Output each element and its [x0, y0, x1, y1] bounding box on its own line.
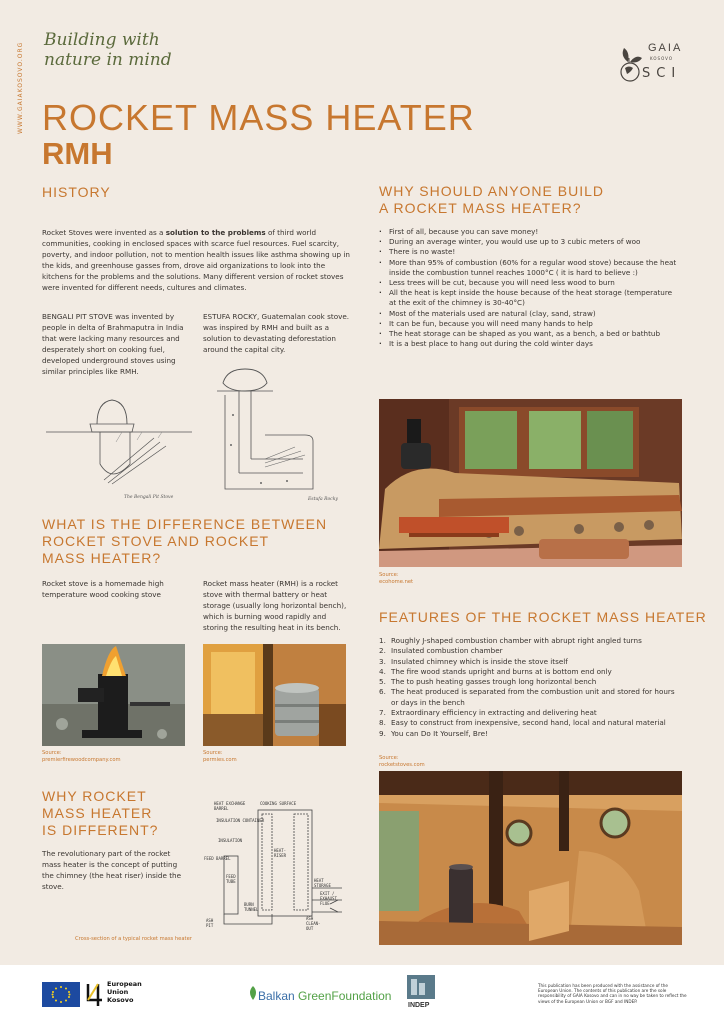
- list-item: · First of all, because you can save money!: [379, 227, 679, 237]
- history-intro-rest: of third world communities, cooking in enclosed spaces with scarce fuel resources. Fuel scarcity, poverty, and indoor pollution, not to mention health issues like asthma showing up in the kids, and greenhouse gasses from, drove aid organizations to look into the kitchens for the problems and the solutions. Many different version of rocket stoves were invented for different needs, cultures and climates.: [42, 228, 350, 292]
- why-different-heading-line-1: WHY ROCKET: [42, 788, 147, 804]
- indep-label: INDEP: [408, 1002, 430, 1009]
- list-text: The to push heating gasses trough long horizontal bench: [391, 677, 597, 687]
- eu-label-line-2: Union: [107, 988, 129, 996]
- label-insulation-container: INSULATION CONTAINER: [216, 818, 265, 823]
- indep-logo-icon: [407, 975, 435, 1010]
- list-item: · More than 95% of combustion (60% for a regular wood stove) because the heat inside the combustion tunnel reaches 1000°C ( it is hard to believe :): [379, 258, 679, 278]
- why-build-heading: [379, 183, 604, 217]
- difference-heading: [42, 516, 327, 567]
- list-item: · All the heat is kept inside the house because of the heat storage (temperature at the exit of the chimney is 30-40°C): [379, 288, 679, 308]
- list-number: 4.: [379, 666, 386, 676]
- label-ash-clean-3: OUT: [306, 926, 314, 931]
- why-build-heading-line-2: A ROCKET MASS HEATER?: [379, 200, 582, 216]
- label-heat-storage-2: STORAGE: [314, 883, 331, 888]
- label-ash-clean-2: CLEAN-: [306, 921, 321, 926]
- list-number: 8.: [379, 718, 386, 728]
- logo-subname: KOSOVO: [650, 56, 673, 61]
- kosovo-logo-icon: [84, 980, 106, 1008]
- bgf-word-3: Foundation: [331, 989, 392, 1003]
- label-exit-2: EXHAUST: [320, 896, 337, 901]
- list-item: [379, 708, 684, 718]
- list-item: · Less trees will be cut, because you will need less wood to burn: [379, 278, 679, 288]
- features-list: [379, 636, 684, 739]
- list-item: [379, 729, 684, 739]
- photo1-source: [42, 750, 121, 763]
- label-barrel: BARREL: [214, 806, 229, 811]
- photo3-source: [379, 572, 413, 585]
- bgf-word-1: Balkan: [258, 989, 295, 1003]
- estufa-stove-sketch: [205, 355, 355, 505]
- label-ash-pit-1: ASH: [206, 918, 214, 923]
- list-text: Insulated combustion chamber: [391, 646, 503, 656]
- history-intro-text: Rocket Stoves were invented as a: [42, 228, 166, 237]
- label-feed-tube-1: FEED: [226, 874, 236, 879]
- features-heading: FEATURES OF THE ROCKET MASS HEATER: [379, 609, 707, 625]
- label-ash-clean-1: ASH: [306, 916, 314, 921]
- label-heat-riser-2: RISER: [274, 853, 287, 858]
- page-title: ROCKET MASS HEATER: [42, 97, 475, 138]
- source-value: permies.com: [203, 756, 237, 763]
- list-item: · Most of the materials used are natural (clay, sand, straw): [379, 309, 679, 319]
- rmh-cross-section-diagram: [202, 796, 352, 936]
- source-value: premierfirewoodcompany.com: [42, 756, 121, 763]
- list-item: [379, 646, 684, 656]
- photo4-source: [379, 755, 425, 768]
- list-item: · The heat storage can be shaped as you want, as a bench, a bed or bathtub: [379, 329, 679, 339]
- history-intro-bold: solution to the problems: [165, 228, 266, 237]
- page-subtitle: RMH: [42, 136, 113, 171]
- difference-heading-line-1: WHAT IS THE DIFFERENCE BETWEEN: [42, 516, 328, 532]
- list-text: Insulated chimney which is inside the stove itself: [391, 656, 568, 666]
- label-cooking-surface: COOKING SURFACE: [260, 801, 297, 806]
- source-label: Source:: [379, 755, 399, 761]
- list-text: The fire wood stands upright and burns at is bottom end only: [391, 666, 612, 676]
- list-number: 1.: [379, 636, 386, 645]
- list-item: [379, 687, 684, 708]
- rmh-bench-photo: [379, 399, 682, 567]
- list-text: Extraordinary efficiency in extracting and delivering heat: [391, 708, 597, 718]
- list-text: Roughly J-shaped combustion chamber with abrupt right angled turns: [391, 636, 642, 645]
- eu-label-line-3: Kosovo: [107, 996, 134, 1004]
- rocket-stove-definition: Rocket stove is a homemade high temperature wood cooking stove: [42, 579, 164, 599]
- tagline-line-2: nature in mind: [44, 50, 172, 70]
- sketch2-label: Estufa Rocky: [308, 497, 338, 502]
- label-exit-3: FLUE: [320, 901, 330, 906]
- difference-heading-line-2: ROCKET STOVE AND ROCKET: [42, 533, 270, 549]
- label-feed-tube-2: TUBE: [226, 879, 236, 884]
- list-text: Easy to construct from inexpensive, second hand, local and natural material: [391, 718, 666, 728]
- list-number: 5.: [379, 677, 386, 687]
- list-number: 2.: [379, 646, 386, 656]
- bgf-word-2: Green: [298, 989, 332, 1003]
- why-different-heading-line-3: IS DIFFERENT?: [42, 822, 159, 838]
- label-insulation: INSULATION: [218, 838, 243, 843]
- list-item: [379, 657, 684, 667]
- rocket-mass-heater-definition: Rocket mass heater (RMH) is a rocket stove with thermal battery or heat storage (usually long horizontal bench), which is burning wood rapidly and storing the resulting heat in its bench.: [203, 579, 347, 632]
- logo-name: GAIA: [648, 42, 683, 54]
- rocket-stove-photo: [42, 644, 185, 746]
- sketch1-label: The Bengali Pit Stove: [124, 495, 174, 500]
- list-item: [379, 718, 684, 728]
- list-item: · It is a best place to hang out during the cold winter days: [379, 339, 679, 349]
- source-label: Source:: [379, 572, 399, 578]
- source-value: rocketstoves.com: [379, 761, 425, 768]
- diagram-caption: Cross-section of a typical rocket mass heater: [75, 936, 192, 942]
- list-item: [379, 636, 684, 646]
- history-heading: HISTORY: [42, 184, 111, 200]
- list-number: 6.: [379, 687, 386, 697]
- why-different-heading-line-2: MASS HEATER: [42, 805, 153, 821]
- eu-label-line-1: European: [107, 980, 142, 988]
- source-label: Source:: [42, 750, 62, 756]
- why-build-heading-line-1: WHY SHOULD ANYONE BUILD: [379, 183, 605, 199]
- label-heat-riser-1: HEAT-: [274, 848, 287, 853]
- eu-disclaimer: This publication has been produced with the assistance of the European Union. The contents of this publication are the sole responsibility of GAIA Kosovo and can in no way be taken to reflect the views of the European Union or BGF and INDEP.: [538, 983, 687, 1004]
- cob-interior-photo: [379, 771, 682, 945]
- bengali-stove-sketch: [42, 388, 197, 500]
- rmh-barrel-photo: [203, 644, 346, 746]
- why-different-heading: [42, 788, 158, 839]
- list-item: [379, 667, 684, 677]
- list-number: 7.: [379, 708, 386, 718]
- list-number: 3.: [379, 656, 386, 666]
- label-heat-exchange: HEAT EXCHANGE: [214, 801, 246, 806]
- history-intro: [42, 227, 354, 293]
- label-burn-tunnel-1: BURN: [244, 902, 254, 907]
- list-number: 9.: [379, 728, 386, 738]
- bgf-leaf-icon: [248, 985, 258, 1001]
- eu-flag-icon: [42, 982, 80, 1007]
- label-exit-1: EXIT /: [320, 891, 335, 896]
- source-value: ecohome.net: [379, 578, 414, 585]
- list-item: · There is no waste!: [379, 247, 679, 257]
- label-feed-barrel: FEED BARREL: [204, 856, 231, 861]
- tagline-line-1: Building with: [44, 30, 160, 50]
- list-item: · During an average winter, you would use up to 3 cubic meters of woo: [379, 237, 679, 247]
- logo-sci: SCI: [642, 66, 682, 81]
- bgf-logo: [258, 989, 391, 1003]
- list-text: You can Do It Yourself, Bre!: [391, 728, 488, 738]
- website-url: WWW.GAIAKOSOVO.ORG: [17, 41, 24, 134]
- list-text: The heat produced is separated from the combustion unit and stored for hours or days in the bench: [391, 687, 675, 707]
- label-heat-storage-1: HEAT: [314, 878, 324, 883]
- label-ash-pit-2: PIT: [206, 923, 214, 928]
- eu-kosovo-label: [107, 980, 167, 1004]
- why-different-text: The revolutionary part of the rocket mass heater is the concept of putting the chimney (the heat riser) inside the stove.: [42, 849, 181, 891]
- list-item: [379, 677, 684, 687]
- label-burn-tunnel-2: TUNNEL: [244, 907, 259, 912]
- tagline: [44, 30, 194, 70]
- difference-heading-line-3: MASS HEATER?: [42, 550, 162, 566]
- why-build-list: [379, 227, 679, 349]
- photo2-source: [203, 750, 237, 763]
- estufa-text: ESTUFA ROCKY, Guatemalan cook stove. was inspired by RMH and built as a solution to devastating deforestation around the capital city.: [203, 312, 350, 354]
- source-label: Source:: [203, 750, 223, 756]
- bengali-text: BENGALI PIT STOVE was invented by people in delta of Brahmaputra in India that were lacking many resources and desperately short on cooking fuel, developed underground stoves using similar principles like RMH.: [42, 312, 184, 376]
- list-item: · It can be fun, because you will need many hands to help: [379, 319, 679, 329]
